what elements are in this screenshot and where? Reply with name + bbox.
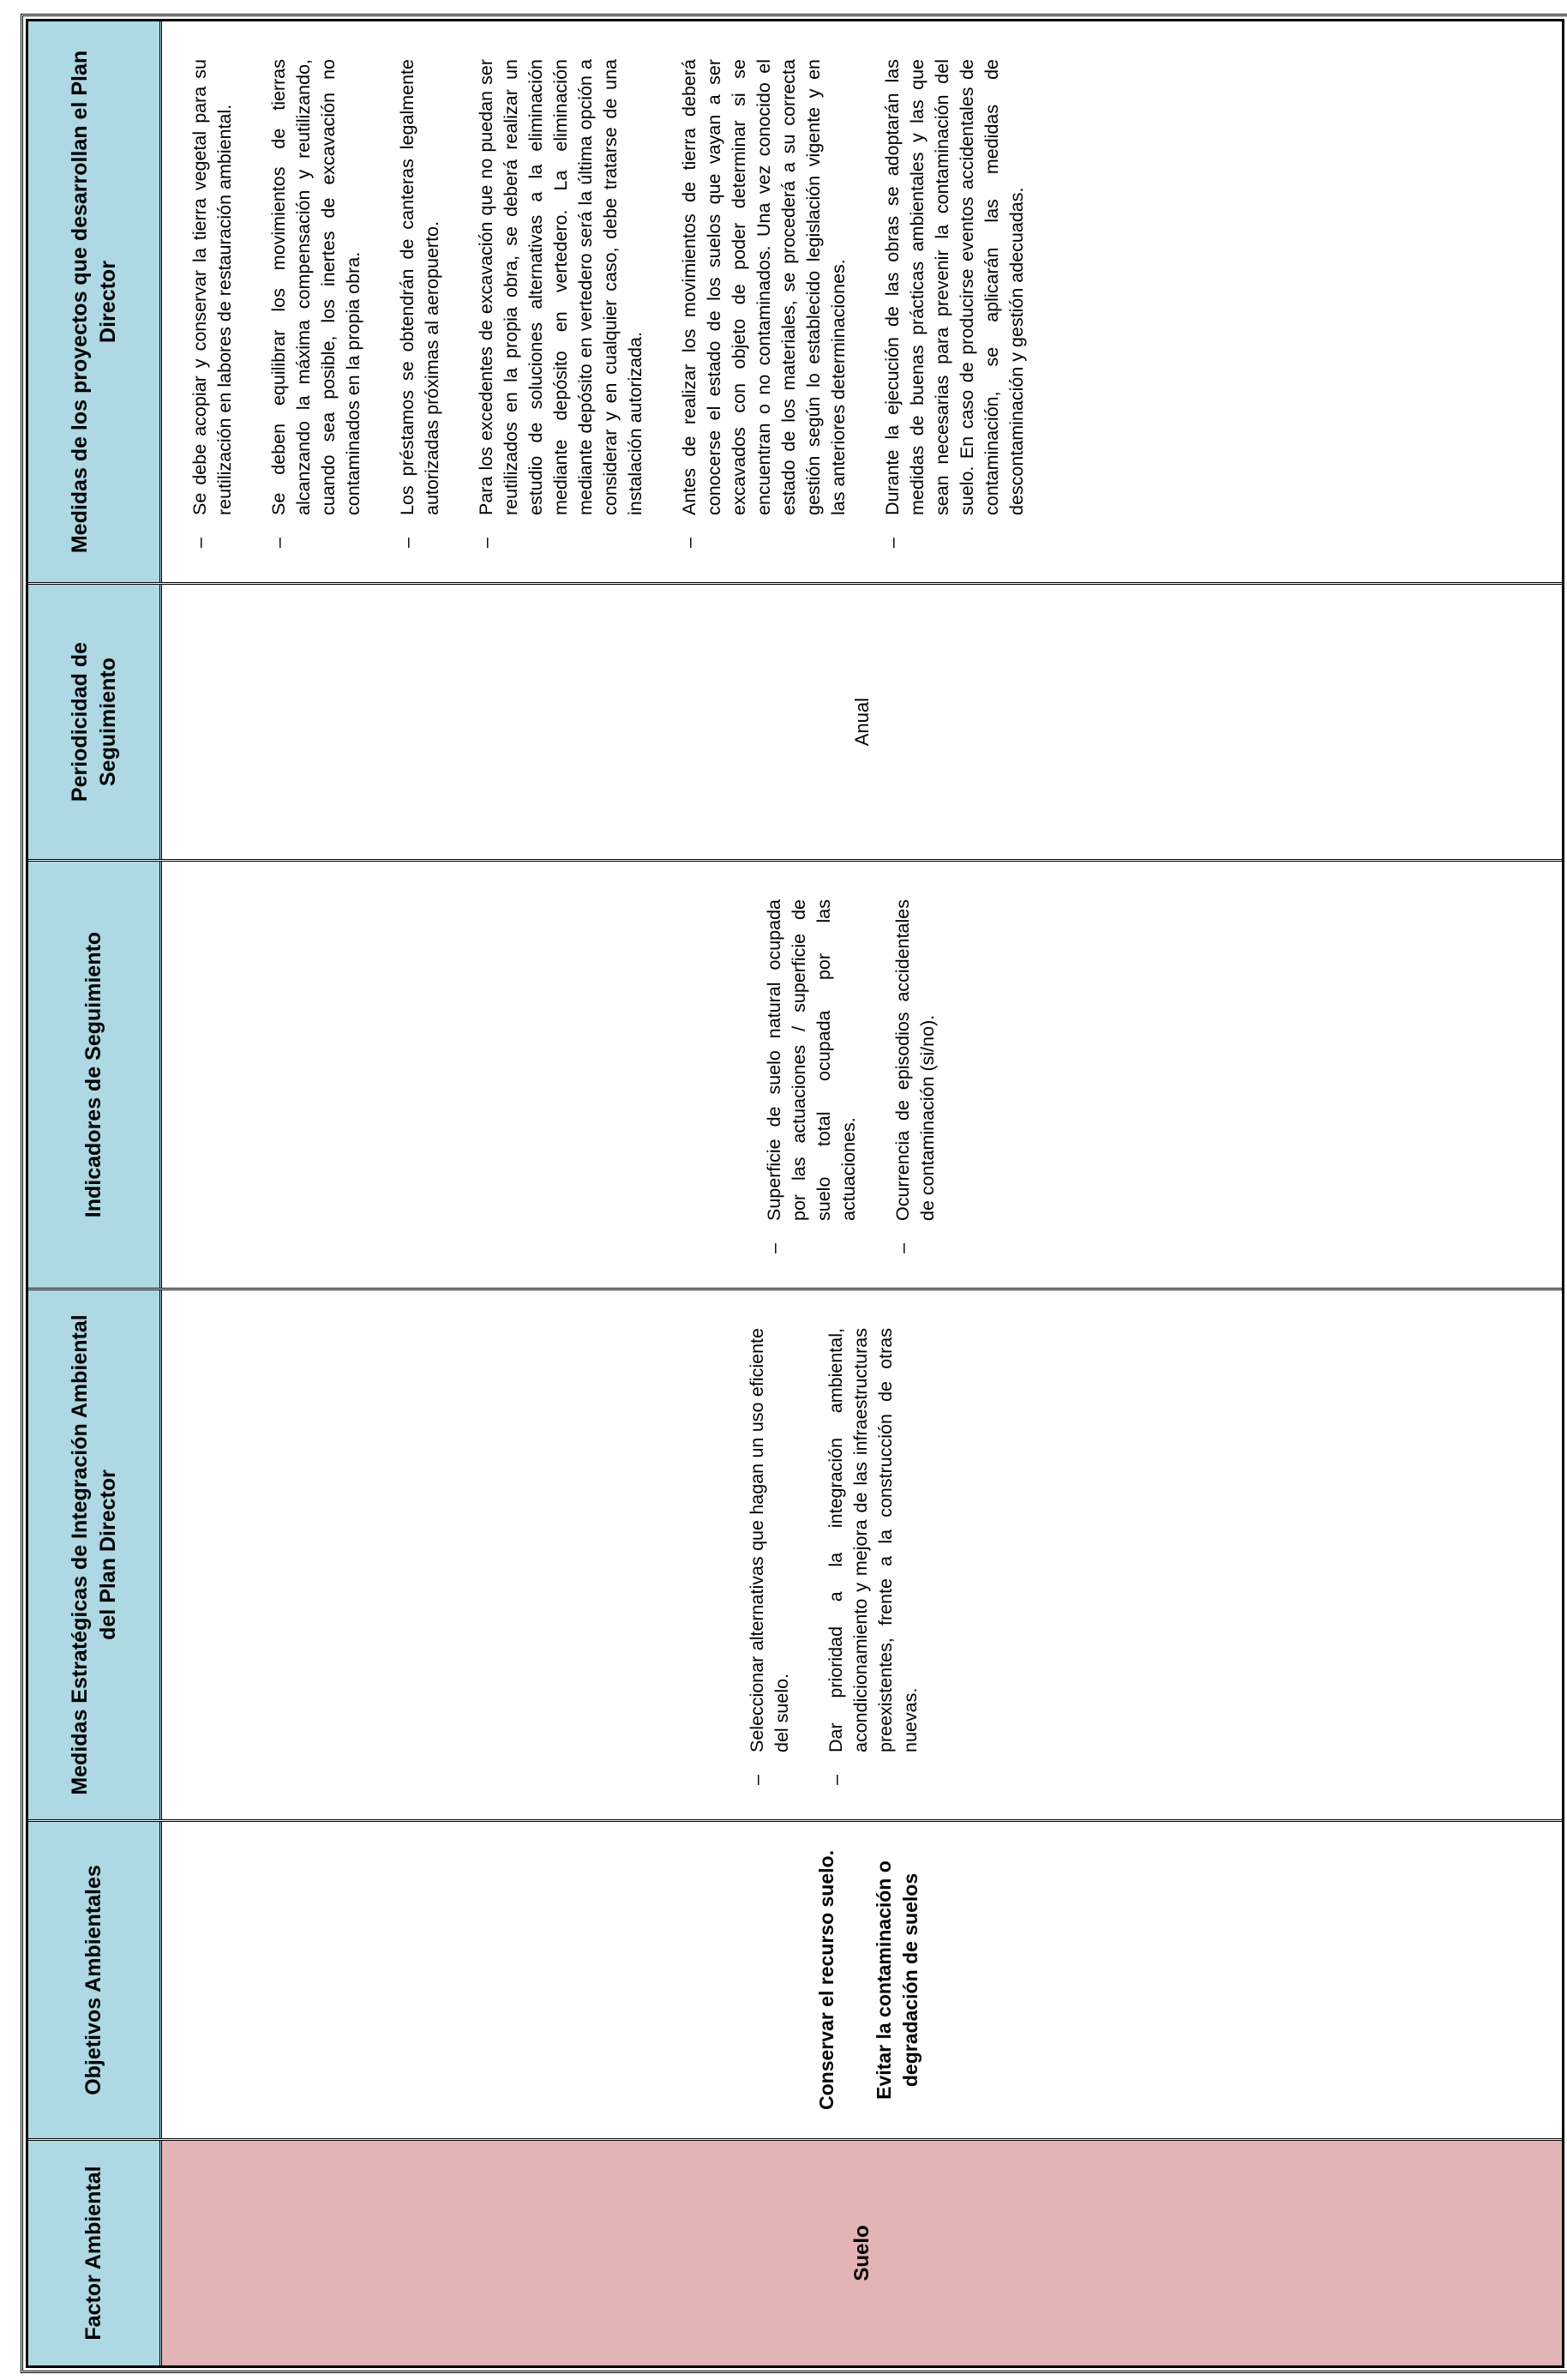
header-periodicidad: Periodicidad de Seguimiento: [28, 585, 162, 859]
objetivos-cell: [162, 1822, 1562, 2138]
periodicidad-cell: [162, 585, 1562, 859]
column-indicadores: [28, 859, 1562, 1288]
list-item: – Se deben equilibrar los movimientos de tierras alcanzando la máxima compensación y reutilizando, cuando sea posible, los inertes de excavación no contaminados en la propia obra.: [267, 59, 366, 548]
list-item: – Durante la ejecución de las obras se adoptarán las medidas de buenas prácticas ambientales y las que sean necesarias para prevenir la contaminación del suelo. En caso de producirse eventos accidentales de contaminación, se aplicarán las medidas de descontaminación y gestión adecuadas.: [880, 59, 1030, 548]
factor-cell: [162, 2141, 1562, 2365]
list-item: – Ocurrencia de episodios accidentales de contaminación (si/no).: [891, 899, 940, 1253]
column-objetivos: [28, 1819, 1562, 2138]
list-item: – Para los excedentes de excavación que no puedan ser reutilizados en la propia obra, se deberá realizar un estudio de soluciones alternativas a la eliminación mediante depósito en vertedero. La eliminación mediante depósito en vertedero será la última opción a considerar y en cualquier caso, debe tratarse de una instalación autorizada.: [474, 59, 648, 548]
medidas-proyectos-cell: [162, 21, 1562, 582]
list-item: – Antes de realizar los movimientos de tierra deberá conocerse el estado de los suelos que vayan a ser excavados con objeto de poder determinar si se encuentran o no contaminados. Una vez conocido el estado de los materiales, se procederá a su correcta gestión según lo establecido legislación vigente y en las anteriores determinaciones.: [677, 59, 851, 548]
list-item: – Se debe acopiar y conservar la tierra vegetal para su reutilización en labores de restauración ambiental.: [188, 59, 237, 548]
column-medidas-proyectos: [28, 21, 1562, 582]
indicadores-cell: [162, 862, 1562, 1288]
column-factor: [28, 2138, 1562, 2365]
environmental-table: [26, 19, 1564, 2368]
column-medidas-estrategicas: [28, 1288, 1562, 1819]
periodicidad-value: Anual: [850, 697, 873, 747]
list-item: – Dar prioridad a la integración ambiental, acondicionamiento y mejora de las infraestructuras preexistentes, frente a la construcción de otras nuevas.: [824, 1328, 923, 1785]
objetivo-item: Conservar el recurso suelo.: [815, 1850, 838, 2110]
header-objetivos: Objetivos Ambientales: [28, 1822, 162, 2138]
header-medidas-proyectos: Medidas de los proyectos que desarrollan el Plan Director: [28, 21, 162, 582]
list-item: – Superficie de suelo natural ocupada por las actuaciones / superficie de suelo total ocupada por las actuaciones.: [762, 899, 862, 1253]
medidas-estrategicas-list: [745, 1328, 952, 1785]
medidas-proyectos-list: [188, 59, 1059, 548]
header-medidas-estrategicas: Medidas Estratégicas de Integración Ambiental del Plan Director: [28, 1290, 162, 1819]
list-item: – Seleccionar alternativas que hagan un uso eficiente del suelo.: [745, 1328, 795, 1785]
column-periodicidad: [28, 582, 1562, 859]
indicadores-list: [762, 899, 970, 1253]
medidas-estrategicas-cell: [162, 1290, 1562, 1819]
factor-value: Suelo: [850, 2225, 874, 2281]
objetivo-item: Evitar la contaminación o degradación de suelos: [873, 1860, 922, 2100]
header-factor: Factor Ambiental: [28, 2141, 162, 2365]
list-item: – Los préstamos se obtendrán de canteras legalmente autorizadas próximas al aeropuerto.: [395, 59, 445, 548]
header-indicadores: Indicadores de Seguimiento: [28, 862, 162, 1288]
objetivos-list: [814, 1822, 955, 2138]
